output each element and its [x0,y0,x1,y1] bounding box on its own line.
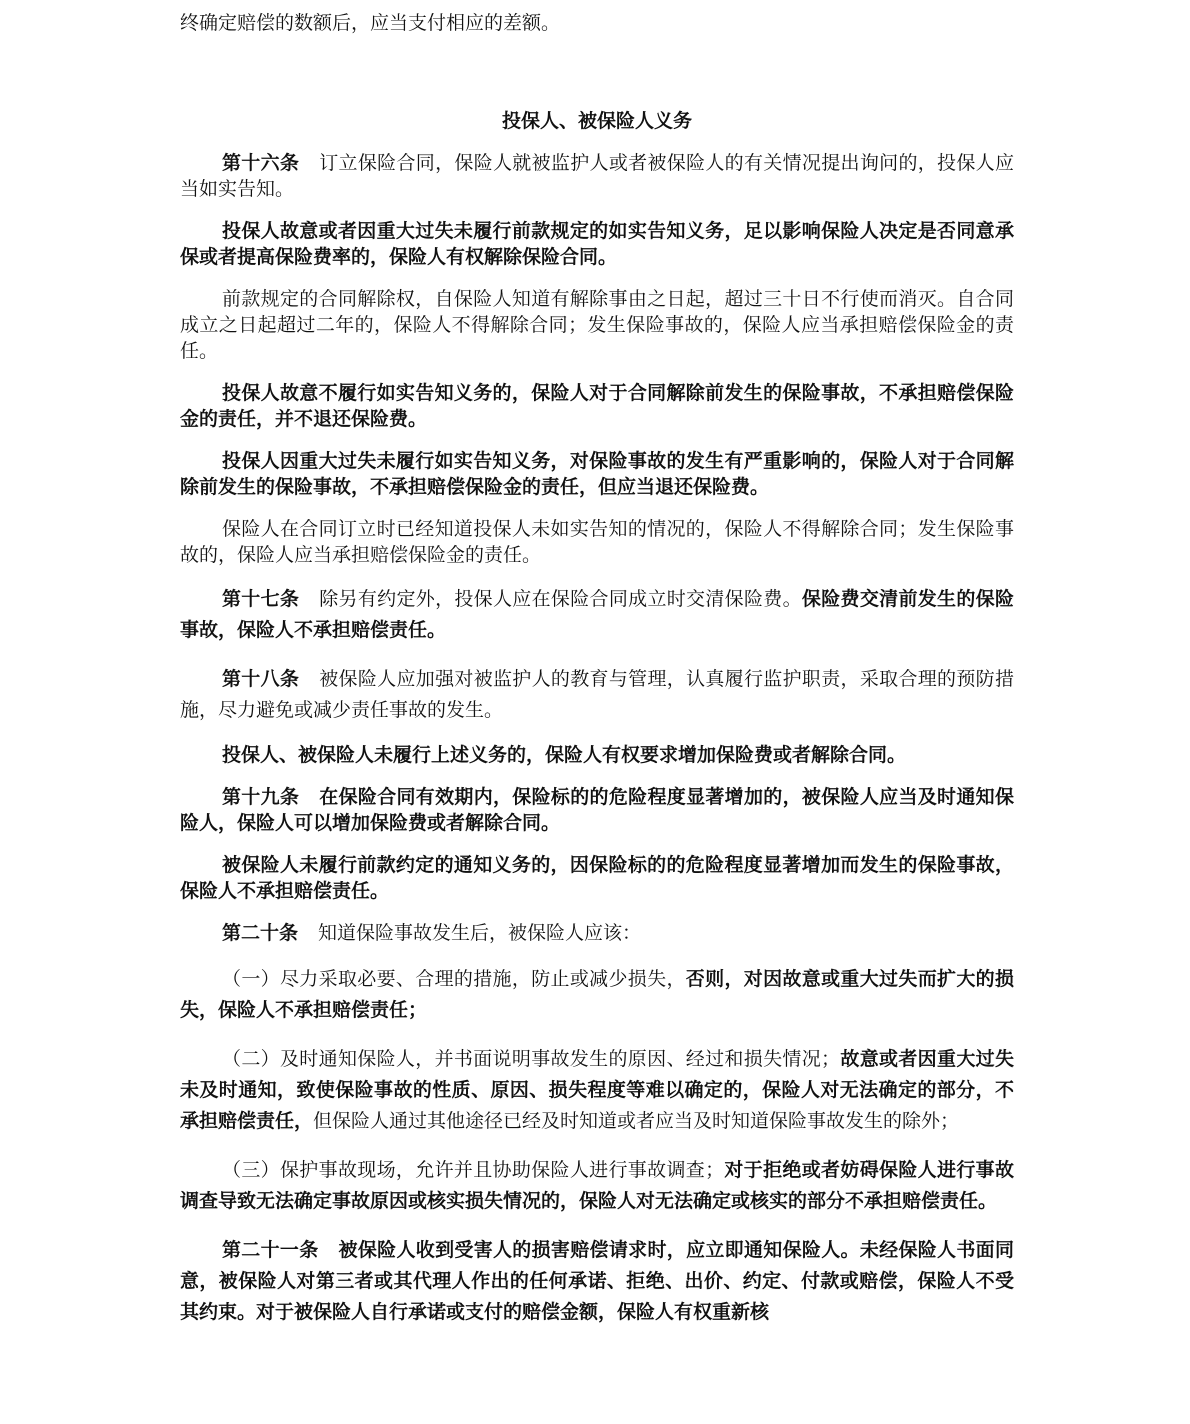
article-20-paragraph [180,920,1014,946]
article-16-text: 订立保险合同，保险人就被监护人或者被保险人的有关情况提出询问的，投保人应当如实告知。 [180,152,1014,200]
article-20-item-2-text: （二）及时通知保险人，并书面说明事故发生的原因、经过和损失情况； [222,1048,841,1070]
article-17-text: 除另有约定外，投保人应在保险合同成立时交清保险费。 [319,588,802,610]
article-18-paragraph [180,664,1014,726]
article-16-clause-6: 保险人在合同订立时已经知道投保人未如实告知的情况的，保险人不得解除合同；发生保险事故的，保险人应当承担赔偿保险金的责任。 [180,518,1014,566]
article-21-paragraph [180,1235,1014,1328]
article-18-label: 第十八条 [222,668,300,690]
article-16-clause-5: 投保人因重大过失未履行如实告知义务，对保险事故的发生有严重影响的，保险人对于合同解除前发生的保险事故，不承担赔偿保险金的责任，但应当退还保险费。 [180,450,1014,498]
article-20-item-3-text: （三）保护事故现场，允许并且协助保险人进行事故调查； [222,1159,725,1181]
document-page [180,10,1014,1328]
article-19-clause-2: 被保险人未履行前款约定的通知义务的，因保险标的的危险程度显著增加而发生的保险事故，保险人不承担赔偿责任。 [180,854,1014,902]
article-17-paragraph [180,584,1014,646]
article-20-text: 知道保险事故发生后，被保险人应该： [318,922,642,944]
article-19-paragraph [180,784,1014,836]
article-20-item-1 [180,964,1014,1026]
article-20-item-3 [180,1155,1014,1217]
article-20-item-2-bold: 故意或者因重大过失未及时通知，致使保险事故的性质、原因、损失程度等难以确定的，保险人对无法确定的部分，不承担赔偿责任， [180,1048,1014,1132]
article-16-clause-4: 投保人故意不履行如实告知义务的，保险人对于合同解除前发生的保险事故，不承担赔偿保险金的责任，并不退还保险费。 [180,382,1014,430]
continuation-paragraph: 终确定赔偿的数额后，应当支付相应的差额。 [180,12,561,34]
article-21-text: 被保险人收到受害人的损害赔偿请求时，应立即通知保险人。未经保险人书面同意，被保险人对第三者或其代理人作出的任何承诺、拒绝、出价、约定、付款或赔偿，保险人不受其约束。对于被保险人自行承诺或支付的赔偿金额，保险人有权重新核 [180,1239,1014,1323]
article-16-clause-3: 前款规定的合同解除权，自保险人知道有解除事由之日起，超过三十日不行使而消灭。自合同成立之日起超过二年的，保险人不得解除合同；发生保险事故的，保险人应当承担赔偿保险金的责任。 [180,288,1014,362]
article-20-item-1-bold: 否则，对因故意或重大过失而扩大的损失，保险人不承担赔偿责任； [180,968,1014,1021]
article-19-label: 第十九条 [222,786,300,808]
article-17-bold-text: 保险费交清前发生的保险事故，保险人不承担赔偿责任。 [180,588,1014,641]
section-title: 投保人、被保险人义务 [501,110,692,132]
article-20-item-2-tail: 但保险人通过其他途径已经及时知道或者应当及时知道保险事故发生的除外； [313,1110,960,1132]
article-20-label: 第二十条 [222,922,299,944]
article-20-item-3-bold: 对于拒绝或者妨碍保险人进行事故调查导致无法确定事故原因或核实损失情况的，保险人对无法确定或核实的部分不承担赔偿责任。 [180,1159,1014,1212]
article-20-item-1-text: （一）尽力采取必要、合理的措施，防止或减少损失， [222,968,686,990]
article-16-clause-2: 投保人故意或者因重大过失未履行前款规定的如实告知义务，足以影响保险人决定是否同意承保或者提高保险费率的，保险人有权解除保险合同。 [180,220,1014,268]
article-20-item-2 [180,1044,1014,1137]
article-16-label: 第十六条 [222,152,300,174]
article-18-clause-2: 投保人、被保险人未履行上述义务的，保险人有权要求增加保险费或者解除合同。 [222,744,907,766]
article-16-paragraph [180,150,1014,202]
article-18-text: 被保险人应加强对被监护人的教育与管理，认真履行监护职责，采取合理的预防措施，尽力避免或减少责任事故的发生。 [180,668,1014,721]
article-21-label: 第二十一条 [222,1239,319,1261]
article-17-label: 第十七条 [222,588,300,610]
article-19-text: 在保险合同有效期内，保险标的的危险程度显著增加的，被保险人应当及时通知保险人，保险人可以增加保险费或者解除合同。 [180,786,1014,834]
